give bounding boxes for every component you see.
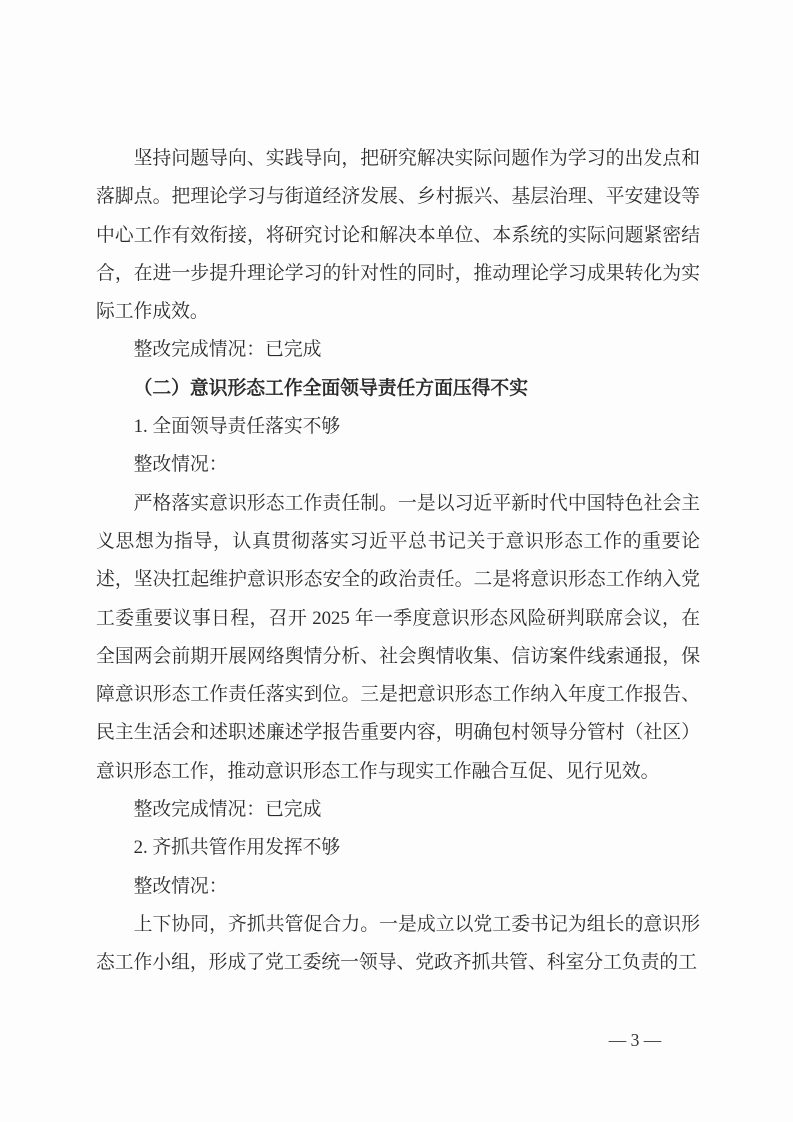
rectification-situation-label-1: 整改情况： [133, 454, 228, 476]
paragraph-theory-study: 坚持问题导向、实践导向，把研究解决实际问题作为学习的出发点和落脚点。把理论学习与街道经济发展、乡村振兴、基层治理、平安建设等中心工作有效衔接，将研究讨论和解决本单位、本系统的实际问题紧密结合，在进一步提升理论学习的针对性的同时，推动理论学习成果转化为实际工作成效。 [96, 148, 700, 323]
paragraph-joint-management: 上下协同，齐抓共管促合力。一是成立以党工委书记为组长的意识形态工作小组，形成了党工委统一领导、党政齐抓共管、科室分工负责的工 [96, 913, 700, 974]
rectification-status-line-2: 整改完成情况：已完成 [133, 799, 322, 821]
section-heading-2: （二）意识形态工作全面领导责任方面压得不实 [133, 377, 528, 399]
document-body [96, 140, 700, 983]
page-number: — 3 — [608, 1030, 662, 1050]
rectification-situation-label-2: 整改情况： [133, 875, 228, 897]
rectification-status-line-1: 整改完成情况：已完成 [133, 339, 322, 361]
subitem-1-title: 1. 全面领导责任落实不够 [133, 416, 341, 438]
subitem-2-title: 2. 齐抓共管作用发挥不够 [133, 837, 341, 859]
paragraph-responsibility-system: 严格落实意识形态工作责任制。一是以习近平新时代中国特色社会主义思想为指导，认真贯彻落实习近平总书记关于意识形态工作的重要论述，坚决扛起维护意识形态安全的政治责任。二是将意识形态工作纳入党工委重要议事日程，召开 2025 年一季度意识形态风险研判联席会议，在全国两会前期开展网络舆情分析、社会舆情收集、信访案件线索通报，保障意识形态工作责任落实到位。三是把意识形态工作纳入年度工作报告、民主生活会和述职述廉述学报告重要内容，明确包村领导分管村（社区）意识形态工作，推动意识形态工作与现实工作融合互促、见行见效。 [96, 492, 700, 782]
